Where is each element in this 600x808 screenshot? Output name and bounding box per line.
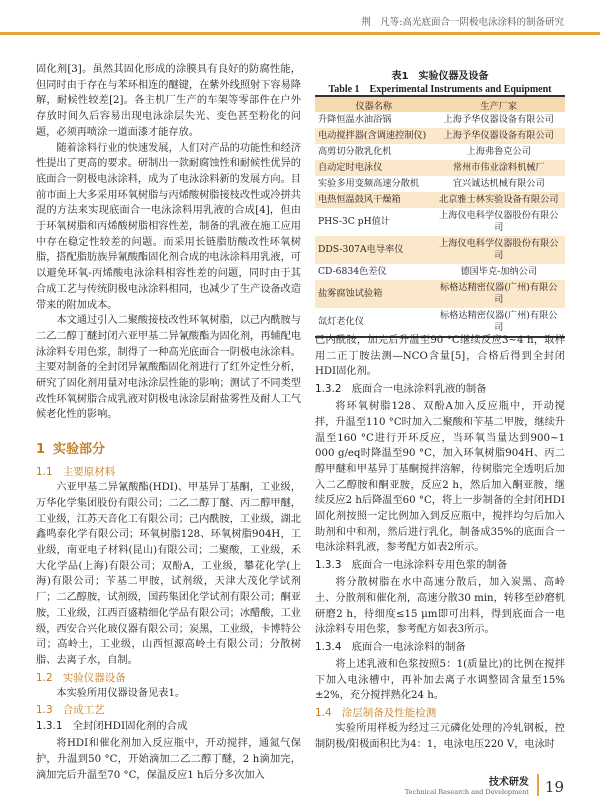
paragraph: 将HDI和催化剂加入反应瓶中，开动搅拌，通氮气保护，升温到50 °C，开始滴加二乙二醇丁醚，2 h滴加完，滴加完后升温至70 °C，保温反应1 h后分多次加入	[36, 738, 301, 781]
footer-divider	[537, 774, 539, 796]
table-header: 仪器名称	[315, 97, 433, 112]
subsection-heading: 1.1 主要原材料	[36, 466, 116, 479]
paragraph: 将上述乳液和色浆按照5：1(质量比)的比例在搅拌下加入电泳槽中，再补加去离子水调整固含量至15%±2%，充分搅拌熟化24 h。	[315, 658, 565, 702]
subsubsection-heading: 1.3.1 全封闭HDI固化剂的合成	[36, 720, 188, 733]
paragraph: 固化剂[3]。虽然其固化形成的涂膜具有良好的防腐性能，但同时由于存在与苯环相连的醚键，在紫外线照射下容易降解，耐候性较差[2]。各主机厂生产的车架等零部件在户外存放时间久后容易出现电泳涂层失光、变色甚至粉化的问题，必须再喷涂一道面漆才能存放。	[36, 64, 301, 138]
subsection-heading: 1.3 合成工艺	[36, 704, 105, 717]
table-row: PHS-3C pH值计 上海仪电科学仪器股份有限公司	[318, 210, 559, 233]
table-row: 高剪切分散乳化机 上海弗鲁克公司	[318, 146, 531, 157]
paragraph: 六亚甲基二异氰酸酯(HDI)、甲基异丁基酮，工业级，万华化学集团股份有限公司；二乙二醇丁醚、丙二醇甲醚，工业级，江苏天音化工有限公司；己内酰胺，工业级，湖北鑫鸣泰化学有限公司；环氧树脂128、环氧树脂904H，工业级，南亚电子材料(昆山)有限公司；二聚酸，工业级，禾大化学品(上海)有限公司；双酚A，工业级，攀花化学(上海)有限公司；苄基二甲胺，试剂级，天津大茂化学试剂厂；二乙醇胺，试剂级，国药集团化学试剂有限公司；酮亚胺，工业级，江西百盛精细化学品有限公司；冰醋酸，工业级，西安合兴化玻仪器有限公司；炭黑，工业级，卡博特公司；高岭土，工业级，山西恒源高岭土有限公司；分散树脂、去离子水，自制。	[36, 482, 301, 666]
right-column	[315, 333, 565, 752]
table-row: 实验多用变频高速分散机 宜兴诚达机械有限公司	[318, 178, 545, 189]
paragraph: 本实验所用仪器设备见表1。	[56, 687, 186, 699]
table-row: 升降恒温水油浴锅 上海予华仪器设备有限公司	[318, 114, 554, 125]
table-row: 电动搅拌器(含调速控制仪) 上海予华仪器设备有限公司	[315, 128, 565, 144]
journal-section-label: 技术研发 Technical Research and Development	[404, 777, 529, 796]
header-rule	[0, 32, 600, 35]
subsection-heading: 1.4 涂层制备及性能检测	[315, 707, 437, 720]
left-column	[36, 62, 301, 783]
table-caption: 表1 实验仪器及设备	[391, 71, 489, 82]
page-number: 19	[544, 778, 564, 796]
page-footer	[405, 773, 564, 796]
table-row: DDS-307A电导率仪 上海仪电科学仪器股份有限公司	[315, 236, 565, 264]
table-caption-english: Table 1 Experimental Instruments and Equipment	[328, 84, 552, 95]
section-heading: 1 实验部分	[36, 442, 106, 458]
paragraph: 本文通过引入二聚酸接枝改性环氧树脂，以己内酰胺与二乙二醇丁醚封闭六亚甲基二异氰酸酯为固化剂，再辅配电泳涂料专用色浆，制得了一种高光底面合一阴极电泳涂料。主要对制备的全封闭异氰酸酯固化剂进行了红外定性分析，研究了固化剂用量对电泳涂层性能的影响；测试了不同类型改性环氧树脂合成乳液对阴极电泳涂层耐盐雾性及耐人工气候老化性的影响。	[36, 315, 301, 421]
subsubsection-heading: 1.3.2 底面合一电泳涂料乳液的制备	[315, 383, 487, 396]
paragraph: 随着涂料行业的快速发展，人们对产品的功能性和经济性提出了更高的要求。研制出一款耐腐蚀性和耐候性优异的底面合一阴极电泳涂料，成为了电泳涂料新的发展方向。目前市面上大多采用环氧树脂与丙烯酸树脂接枝改性或冷拼共混的方法来实现底面合一电泳涂料用乳液的合成[4]，但由于环氧树脂和丙烯酸树脂相容性差，制备的乳液在施工应用中存在稳定性较差的问题。而采用长链脂肪酸改性环氧树脂，搭配脂肪族异氰酸酯固化剂合成的电泳涂料用乳液，可以避免环氧-丙烯酸电泳涂料相容性差的问题，同时由于其合成工艺与传统阴极电泳涂料相同，也减少了生产设备改造带来的附加成本。	[36, 142, 301, 311]
table-row: 盐雾腐蚀试验箱 标格达精密仪器(广州)有限公司	[315, 280, 565, 308]
table-row: 电热恒温鼓风干燥箱 北京雅士林实验设备有限公司	[315, 192, 565, 208]
instrument-table	[315, 95, 565, 338]
paragraph: 将环氧树脂128、双酚A加入反应瓶中，开动搅拌，升温至110 °C时加入二聚酸和苄基二甲胺，继续升温至160 °C进行开环反应，当环氧当量达到900~1 000 g/eq时降温至90 °C，加入环氧树脂904H、丙二醇甲醚和甲基异丁基酮搅拌溶解，待树脂完全透明后加入二乙醇胺和酮亚胺，反应2 h，然后加入酮亚胺，继续反应2 h后降温至60 °C，将上一步制备的全封闭HDI固化剂按照一定比例加入到反应瓶中，搅拌均匀后加入助剂和中和剂，然后进行乳化，制备成35%的底面合一电泳涂料乳液，参考配方如表2所示。	[315, 401, 565, 554]
running-title: 荆 凡等:高光底面合一阴极电泳涂料的制备研究	[361, 17, 564, 28]
subsection-heading: 1.2 实验仪器设备	[36, 671, 126, 684]
paragraph: 己内酰胺，加完后升温至90 °C继续反应3~4 h，取样用二正丁胺法测—NCO含量[5]，合格后得到全封闭HDI固化剂。	[315, 335, 565, 378]
table-header: 生产厂家	[433, 97, 566, 112]
table-row: CD-6834色差仪 德国毕克-加纳公司	[318, 266, 538, 277]
paragraph: 将分散树脂在水中高速分散后，加入炭黑、高岭土、分散剂和催化剂，高速分散30 min，转移至砂磨机研磨2 h，待细度≤15 μm即可出料，得到底面合一电泳涂料专用色浆，参考配方如表3所示。	[315, 577, 565, 636]
subsubsection-heading: 1.3.4 底面合一电泳涂料的制备	[315, 640, 466, 653]
table-row: 氙灯老化仪 标格达精密仪器(广州)有限公司	[318, 310, 558, 333]
table-row: 自动定时电泳仪 常州市伟业涂料机械厂	[315, 160, 565, 176]
subsubsection-heading: 1.3.3 底面合一电泳涂料专用色浆的制备	[315, 559, 508, 572]
paragraph: 实验所用样板为经过三元磷化处理的冷轧钢板，控制阴极/阳极面积比为4：1，电泳电压220 V，电泳时	[315, 723, 565, 750]
